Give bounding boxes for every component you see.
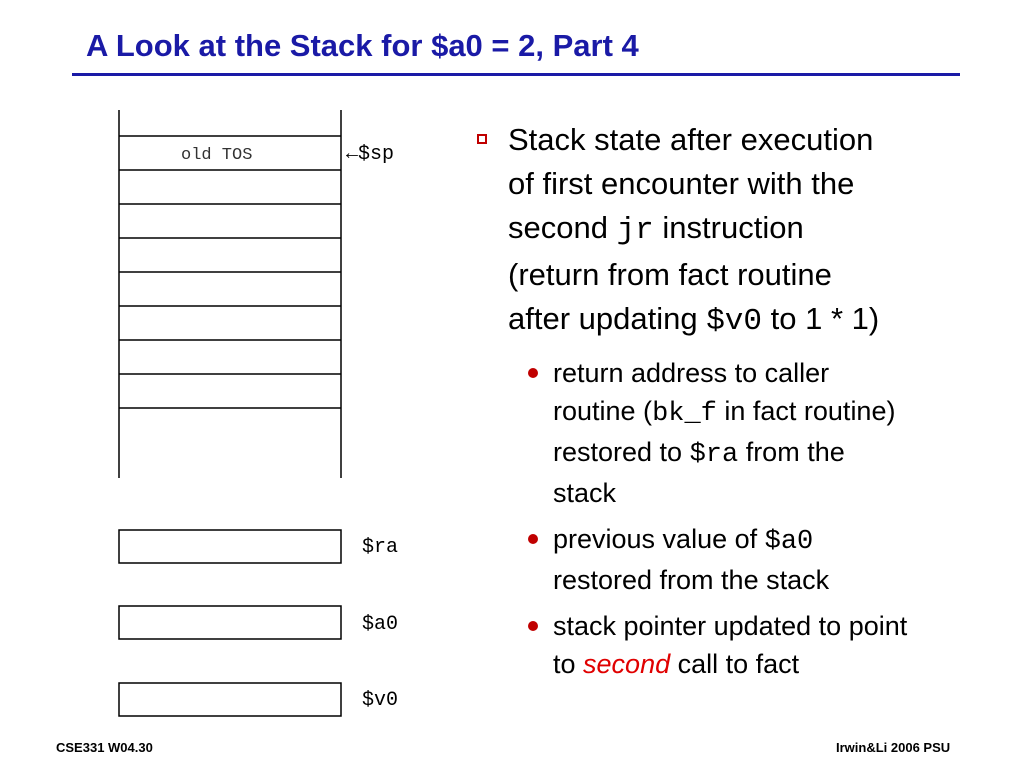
emphasis-second: second — [583, 649, 671, 679]
dot-bullet-icon — [528, 621, 538, 631]
sub-bullet-line — [553, 645, 1003, 683]
sub-bullet-item — [553, 607, 1003, 683]
dot-bullet-icon — [528, 368, 538, 378]
sub-bullet-line — [553, 433, 1003, 474]
sub-bullet-line — [553, 520, 1003, 561]
text-fragment: from the — [738, 437, 845, 467]
main-bullet-line — [508, 297, 998, 344]
main-bullet-line — [508, 206, 998, 253]
sub-bullet-list — [523, 354, 1003, 691]
code-jr: jr — [616, 213, 654, 248]
text-fragment: after updating — [508, 301, 707, 336]
sub-bullet-line: restored from the stack — [553, 565, 830, 595]
sub-bullet-line: return address to caller — [553, 358, 830, 388]
main-bullet — [468, 118, 998, 344]
footer-right: Irwin&Li 2006 PSU — [836, 740, 951, 755]
register-label-a0: $a0 — [362, 613, 399, 636]
text-fragment: routine ( — [553, 396, 653, 426]
text-fragment: to — [553, 649, 584, 679]
text-fragment: call to fact — [670, 649, 800, 679]
register-box-v0 — [119, 683, 341, 716]
register-label-ra: $ra — [362, 536, 399, 559]
sub-bullet-line — [553, 392, 1003, 433]
main-bullet-line: Stack state after execution — [508, 122, 874, 157]
text-fragment: previous value of — [553, 524, 765, 554]
text-fragment: second — [508, 210, 617, 245]
code-ra: $ra — [689, 440, 739, 470]
register-box-a0 — [119, 606, 341, 639]
register-box-ra — [119, 530, 341, 563]
main-bullet-line: of first encounter with the — [508, 166, 855, 201]
code-bk-f: bk_f — [652, 399, 717, 429]
dot-bullet-icon — [528, 534, 538, 544]
code-v0: $v0 — [706, 304, 763, 339]
sp-pointer-label: ←$sp — [346, 143, 395, 166]
footer-left: CSE331 W04.30 — [56, 740, 153, 755]
sub-bullet-line: stack — [553, 478, 617, 508]
register-label-v0: $v0 — [362, 689, 399, 712]
sub-bullet-item — [553, 354, 1003, 512]
sub-bullet-item — [553, 520, 1003, 599]
text-fragment: in fact routine) — [716, 396, 896, 426]
slide-title: A Look at the Stack for $a0 = 2, Part 4 — [86, 28, 639, 63]
old-tos-label: old TOS — [181, 146, 253, 165]
code-a0: $a0 — [764, 527, 814, 557]
text-fragment: instruction — [653, 210, 804, 245]
main-bullet-line: (return from fact routine — [508, 257, 832, 292]
square-bullet-icon — [477, 134, 487, 144]
text-fragment: restored to — [553, 437, 690, 467]
text-fragment: to 1 * 1) — [762, 301, 880, 336]
sub-bullet-line: stack pointer updated to point — [553, 611, 908, 641]
main-bullet-text — [508, 118, 998, 344]
